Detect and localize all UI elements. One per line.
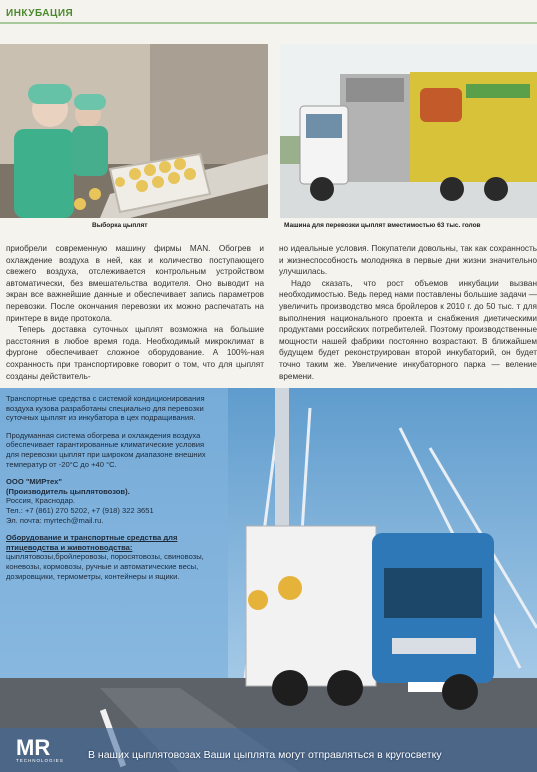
article-paragraph: Надо сказать, что рост объемов инкубации вызван необходимостью. Ведь перед нами поставлены большие задачи — увеличить производство мяса бройлеров к 2010 г. до 50 тыс. т для выполнения национального проекта и снабжения диетическими продуктами российских потребителей. Поэтому производственные мощности нашей фабрики постоянно возрастают. В ближайшем будущем будет реконструирован второй инкубаторий, он будет точно таким же. Увеличение инкубаторного парка — веление времени. — [279, 278, 537, 381]
article-paragraph: Теперь доставка суточных цыплят возможна на большие расстояния в любое время года. Необходимый микроклимат в фургоне обеспечивает сложное оборудование. А 100%-ная сохранность при транспортировке говорит о том, что для цыплят созданы действитель- — [6, 325, 264, 381]
ad-paragraph-temperature: Продуманная система обогрева и охлаждения воздуха обеспечивает гарантированные климатические условия для перевозки цыплят при широком диапазоне внешних температур от -20°С до +40 °С. — [6, 430, 206, 469]
chick-sorting-photo — [0, 44, 268, 218]
article-right-column — [279, 243, 537, 382]
company-subtitle: (Производитель цыплятовозов). — [6, 486, 130, 496]
company-email: Эл. почта: myrtech@mail.ru. — [6, 515, 104, 525]
header-rule — [0, 22, 537, 24]
article-paragraph: приобрели современную машину фирмы MAN. Обогрев и охлаждение воздуха в ней, как и количество поступающего свежего воздуха, отслеживается контрольным устройством автоматически, без вмешательства водителя. Оно выводит на экран все важнейшие данные и обеспечивает запись параметров перевозки. После окончания перевозки их можно распечатать на принтере в виде протокола. — [6, 244, 264, 323]
slogan: В наших цыплятовозах Ваши цыплята могут отправляться в кругосветку — [88, 749, 442, 761]
ad-text-block — [6, 394, 216, 589]
article-left-column — [6, 243, 264, 382]
company-phone: Тел.: +7 (861) 270 5202, +7 (918) 322 3651 — [6, 505, 154, 515]
company-city: Россия, Краснодар. — [6, 496, 76, 506]
company-name: ООО "МИРтех" — [6, 477, 62, 487]
mirtech-logo — [14, 733, 76, 763]
ad-paragraph-climate: Транспортные средства с системой кондиционирования воздуха кузова разработаны специально для перевозки суточных цыплят из инкубатора в цех подращивания. — [6, 394, 205, 423]
article-paragraph: но идеальные условия. Покупатели довольны, так как сохранность и жизнеспособность молодняка в первые дни жизни значительно улучшилась. — [279, 244, 537, 277]
logo-mark: MR — [16, 735, 51, 760]
equipment-list: цыплятовозы,бройлеровозы, поросятовозы, свиновозы, коневозы, кормовозы, ручные и автоматические весы, дозировщики, термометры, контейнеры и ящики. — [6, 552, 204, 581]
section-title: ИНКУБАЦИЯ — [6, 8, 74, 19]
advertisement-block — [0, 388, 537, 772]
equipment-title: Оборудование и транспортные средства для птицеводства и животноводства: — [6, 533, 178, 552]
man-truck-photo — [280, 44, 537, 218]
logo-subtext: TECHNOLOGIES — [16, 758, 64, 763]
left-photo-caption: Выборка цыплят — [92, 222, 148, 229]
right-photo-caption: Машина для перевозки цыплят вместимостью 63 тыс. голов — [284, 222, 481, 229]
